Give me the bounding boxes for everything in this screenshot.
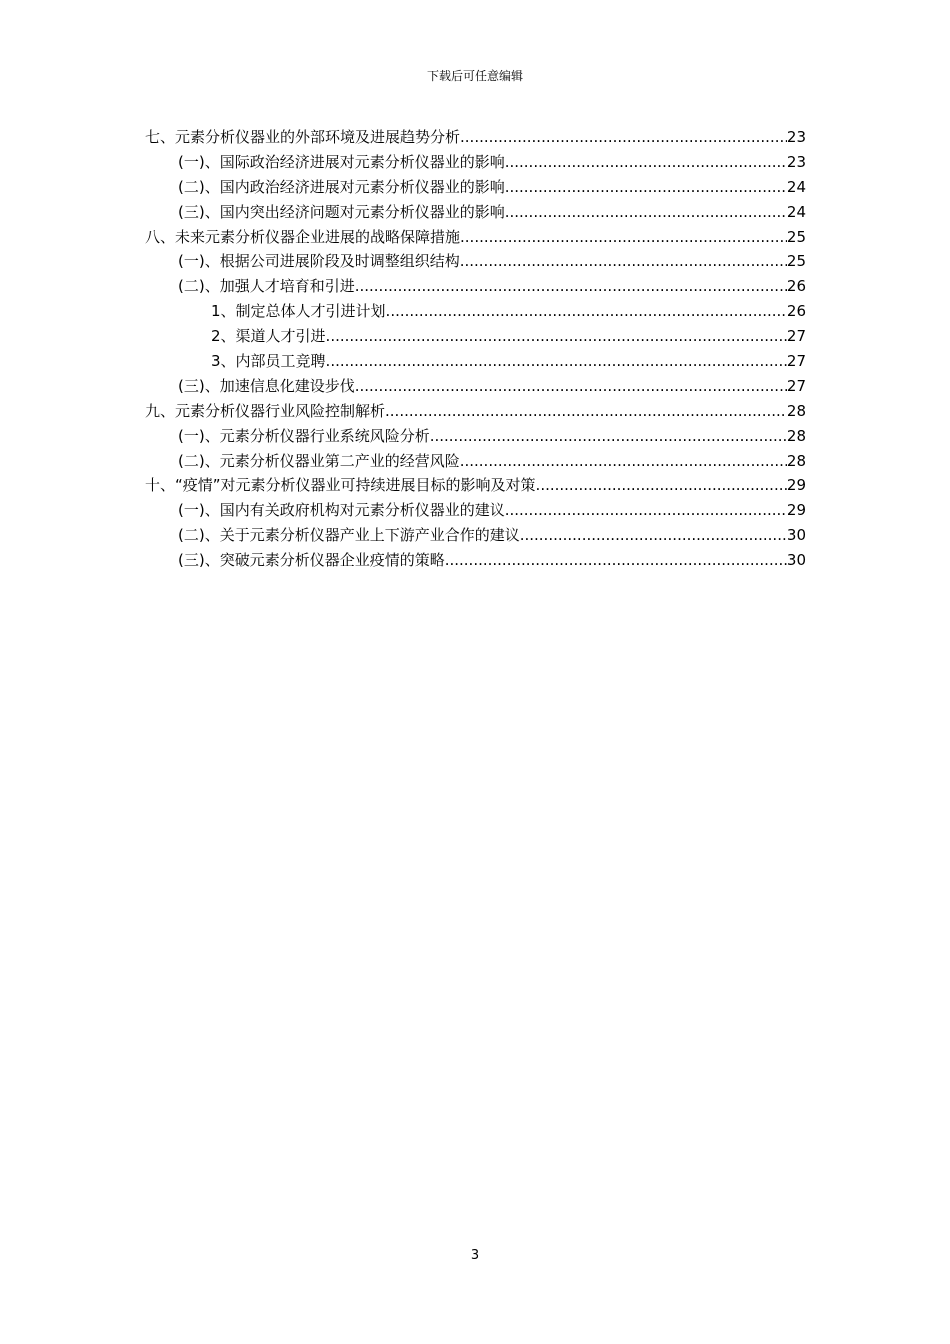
toc-entry-page: 24 [786, 202, 806, 221]
toc-entry[interactable] [145, 349, 806, 374]
toc-entry[interactable] [145, 225, 806, 250]
toc-entry[interactable] [145, 424, 806, 449]
toc-entry-title: (一)、元素分析仪器行业系统风险分析 [178, 426, 430, 445]
toc-entry[interactable] [145, 449, 806, 474]
toc-entry[interactable] [145, 473, 806, 498]
toc-entry-page: 27 [786, 376, 806, 395]
toc-entry-page: 28 [786, 451, 806, 470]
toc-entry-title: 1、制定总体人才引进计划 [211, 302, 386, 321]
toc-leader-dots [355, 274, 787, 299]
toc-leader-dots [460, 125, 787, 150]
toc-entry-title: (一)、根据公司进展阶段及时调整组织结构 [178, 252, 460, 271]
toc-entry-page: 30 [786, 526, 806, 545]
toc-entry-title: (二)、国内政治经济进展对元素分析仪器业的影响 [178, 177, 505, 196]
toc-entry-page: 28 [786, 426, 806, 445]
toc-leader-dots [505, 150, 787, 175]
toc-entry-page: 29 [786, 476, 806, 495]
toc-leader-dots [460, 225, 787, 250]
toc-entry-title: 七、元素分析仪器业的外部环境及进展趋势分析 [145, 128, 461, 146]
toc-entry[interactable] [145, 175, 806, 200]
toc-entry[interactable] [145, 399, 806, 424]
toc-leader-dots [326, 324, 787, 349]
toc-entry[interactable] [145, 548, 806, 573]
toc-entry-title: (二)、元素分析仪器业第二产业的经营风险 [178, 451, 460, 470]
toc-leader-dots [385, 399, 787, 424]
table-of-contents [145, 125, 806, 573]
page-header: 下载后可任意编辑 [426, 69, 523, 83]
toc-entry-title: 2、渠道人才引进 [211, 327, 326, 346]
toc-entry-title: 十、“疫情”对元素分析仪器业可持续进展目标的影响及对策 [145, 476, 536, 495]
toc-entry-title: (三)、突破元素分析仪器企业疫情的策略 [178, 551, 445, 570]
toc-entry-title: (一)、国际政治经济进展对元素分析仪器业的影响 [178, 152, 505, 171]
toc-leader-dots [536, 473, 787, 498]
toc-entry[interactable] [145, 249, 806, 274]
toc-entry[interactable] [145, 274, 806, 299]
toc-entry-page: 25 [786, 252, 806, 271]
toc-entry-page: 23 [786, 152, 806, 171]
toc-entry-page: 28 [786, 401, 806, 420]
toc-leader-dots [430, 424, 787, 449]
toc-entry-title: (二)、关于元素分析仪器产业上下游产业合作的建议 [178, 526, 520, 545]
toc-entry-page: 27 [786, 327, 806, 346]
toc-leader-dots [355, 374, 787, 399]
toc-entry-title: (三)、加速信息化建设步伐 [178, 376, 355, 395]
toc-entry[interactable] [145, 125, 806, 150]
toc-entry-page: 30 [786, 551, 806, 570]
toc-entry[interactable] [145, 299, 806, 324]
toc-leader-dots [326, 349, 787, 374]
toc-entry-page: 29 [786, 501, 806, 520]
toc-entry[interactable] [145, 324, 806, 349]
toc-entry[interactable] [145, 498, 806, 523]
toc-entry[interactable] [145, 523, 806, 548]
toc-leader-dots [445, 548, 787, 573]
toc-entry-title: 3、内部员工竞聘 [211, 352, 326, 371]
toc-leader-dots [460, 449, 787, 474]
toc-entry-title: (二)、加强人才培育和引进 [178, 277, 355, 296]
toc-leader-dots [520, 523, 787, 548]
toc-entry-title: 九、元素分析仪器行业风险控制解析 [145, 401, 386, 420]
toc-entry-page: 26 [786, 302, 806, 321]
toc-entry-title: (三)、国内突出经济问题对元素分析仪器业的影响 [178, 202, 505, 221]
toc-leader-dots [505, 200, 787, 225]
toc-entry-title: (一)、国内有关政府机构对元素分析仪器业的建议 [178, 501, 505, 520]
toc-entry-page: 26 [786, 277, 806, 296]
toc-entry-page: 24 [786, 177, 806, 196]
toc-leader-dots [505, 498, 787, 523]
page-number: 3 [470, 1248, 480, 1263]
toc-leader-dots [505, 175, 787, 200]
toc-entry-page: 27 [786, 352, 806, 371]
toc-entry-page: 25 [786, 227, 806, 246]
toc-entry[interactable] [145, 150, 806, 175]
toc-entry-page: 23 [786, 128, 806, 146]
toc-entry[interactable] [145, 200, 806, 225]
toc-entry[interactable] [145, 374, 806, 399]
toc-leader-dots [460, 249, 787, 274]
toc-entry-title: 八、未来元素分析仪器企业进展的战略保障措施 [145, 227, 461, 246]
toc-leader-dots [386, 299, 787, 324]
